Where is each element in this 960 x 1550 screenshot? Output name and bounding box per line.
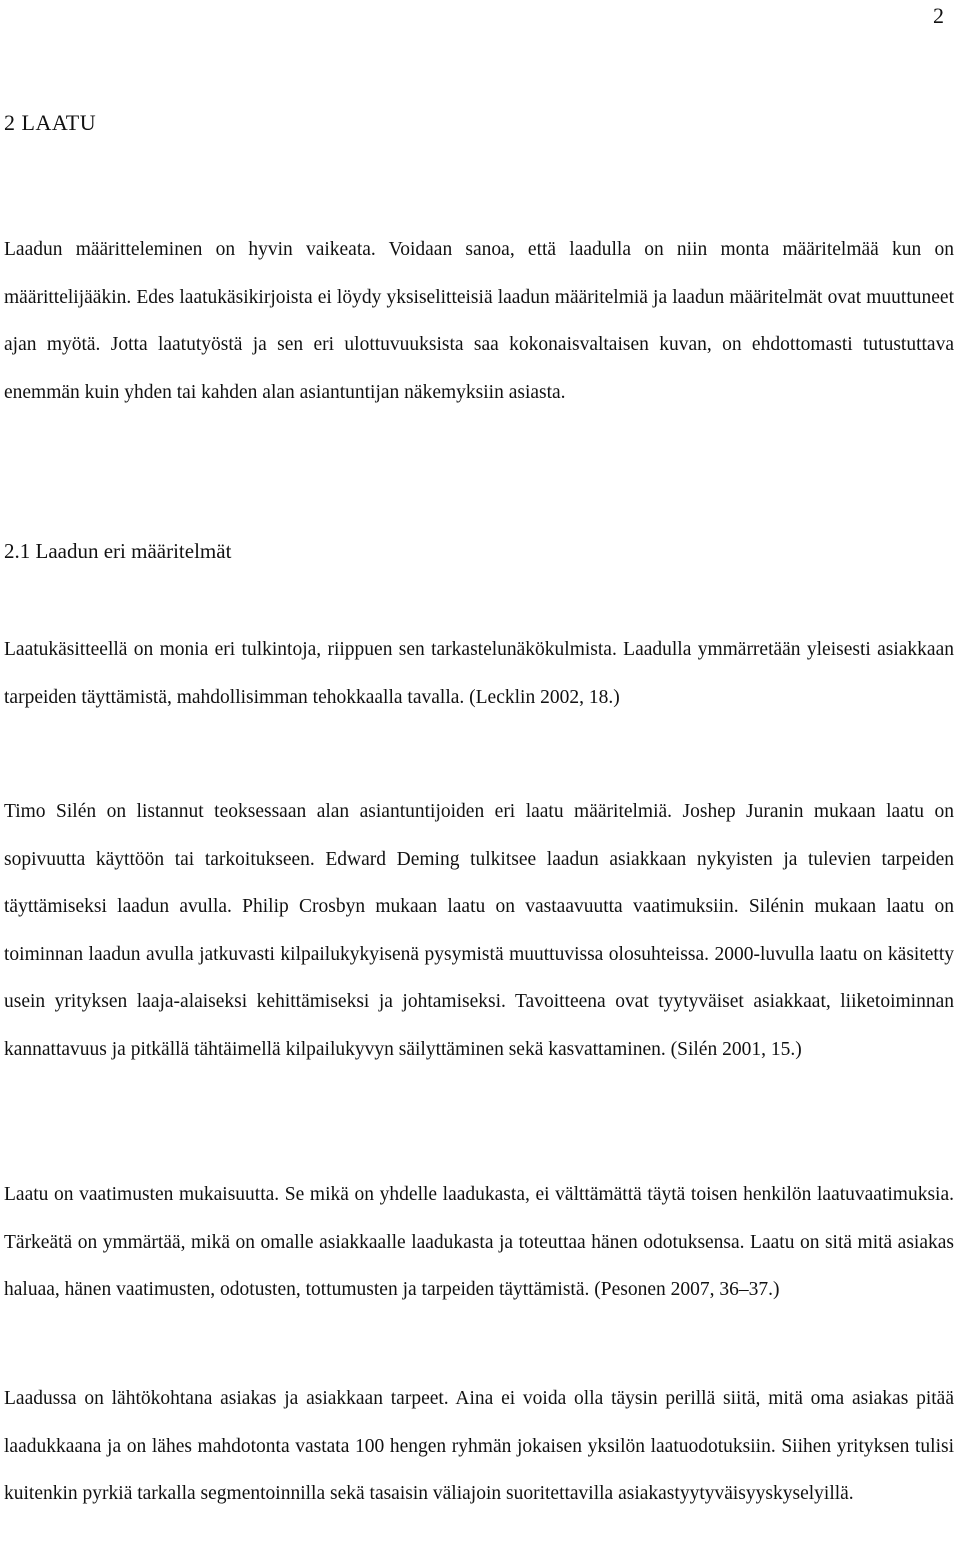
paragraph-expert-definitions: Timo Silén on listannut teoksessaan alan asiantuntijoiden eri laatu määritelmiä. Joshep Juranin mukaan laatu on sopivuutta käyttöön tai tarkoitukseen. Edward Deming tulkitsee laadun asiakkaan nykyisten ja tulevien tarpeiden täyttämiseksi laadun avulla. Philip Crosbyn mukaan laatu on vastaavuutta vaatimuksiin. Silénin mukaan laatu on toiminnan laadun avulla jatkuvasti kilpailukykyisenä pysymistä muuttuvissa olosuhteissa. 2000-luvulla laatu on käsitetty usein yrityksen laaja-alaiseksi kehittämiseksi ja johtamiseksi. Tavoitteena ovat tyytyväiset asiakkaat, liiketoiminnan kannattavuus ja pitkällä tähtäimellä kilpailukyvyn säilyttäminen sekä kasvattaminen. (Silén 2001, 15.) [4, 801, 954, 1060]
page-number: 2 [933, 3, 944, 28]
section-heading: 2.1 Laadun eri määritelmät [4, 539, 232, 563]
paragraph-intro: Laadun määritteleminen on hyvin vaikeata. Voidaan sanoa, että laadulla on niin monta määritelmää kun on määrittelijääkin. Edes laatukäsikirjoista ei löydy yksiselitteisiä laadun määritelmiä ja laadun määritelmät ovat muuttuneet ajan myötä. Jotta laatutyöstä ja sen eri ulottuvuuksista saa kokonaisvaltaisen kuvan, on ehdottomasti tutustuttava enemmän kuin yhden tai kahden alan asiantuntijan näkemyksiin asiasta. [4, 239, 954, 403]
paragraph-customer-needs: Laadussa on lähtökohtana asiakas ja asiakkaan tarpeet. Aina ei voida olla täysin perillä siitä, mitä oma asiakas pitää laadukkaana ja on lähes mahdotonta vastata 100 hengen ryhmän jokaisen yksilön laatuodotuksiin. Siihen yrityksen tulisi kuitenkin pyrkiä tarkalla segmentoinnilla sekä tasaisin väliajoin suoritettavilla asiakastyytyväisyyskyselyillä. [4, 1388, 954, 1504]
chapter-heading: 2 LAATU [4, 110, 97, 135]
paragraph-requirements-conformance: Laatu on vaatimusten mukaisuutta. Se mikä on yhdelle laadukasta, ei välttämättä täytä toisen henkilön laatuvaatimuksia. Tärkeätä on ymmärtää, mikä on omalle asiakkaalle laadukasta ja toteuttaa hänen odotuksensa. Laatu on sitä mitä asiakas haluaa, hänen vaatimusten, odotusten, tottumusten ja tarpeiden täyttämistä. (Pesonen 2007, 36–37.) [4, 1184, 954, 1300]
paragraph-quality-interpretations: Laatukäsitteellä on monia eri tulkintoja, riippuen sen tarkastelunäkökulmista. Laadulla ymmärretään yleisesti asiakkaan tarpeiden täyttämistä, mahdollisimman tehokkaalla tavalla. (Lecklin 2002, 18.) [4, 639, 954, 708]
